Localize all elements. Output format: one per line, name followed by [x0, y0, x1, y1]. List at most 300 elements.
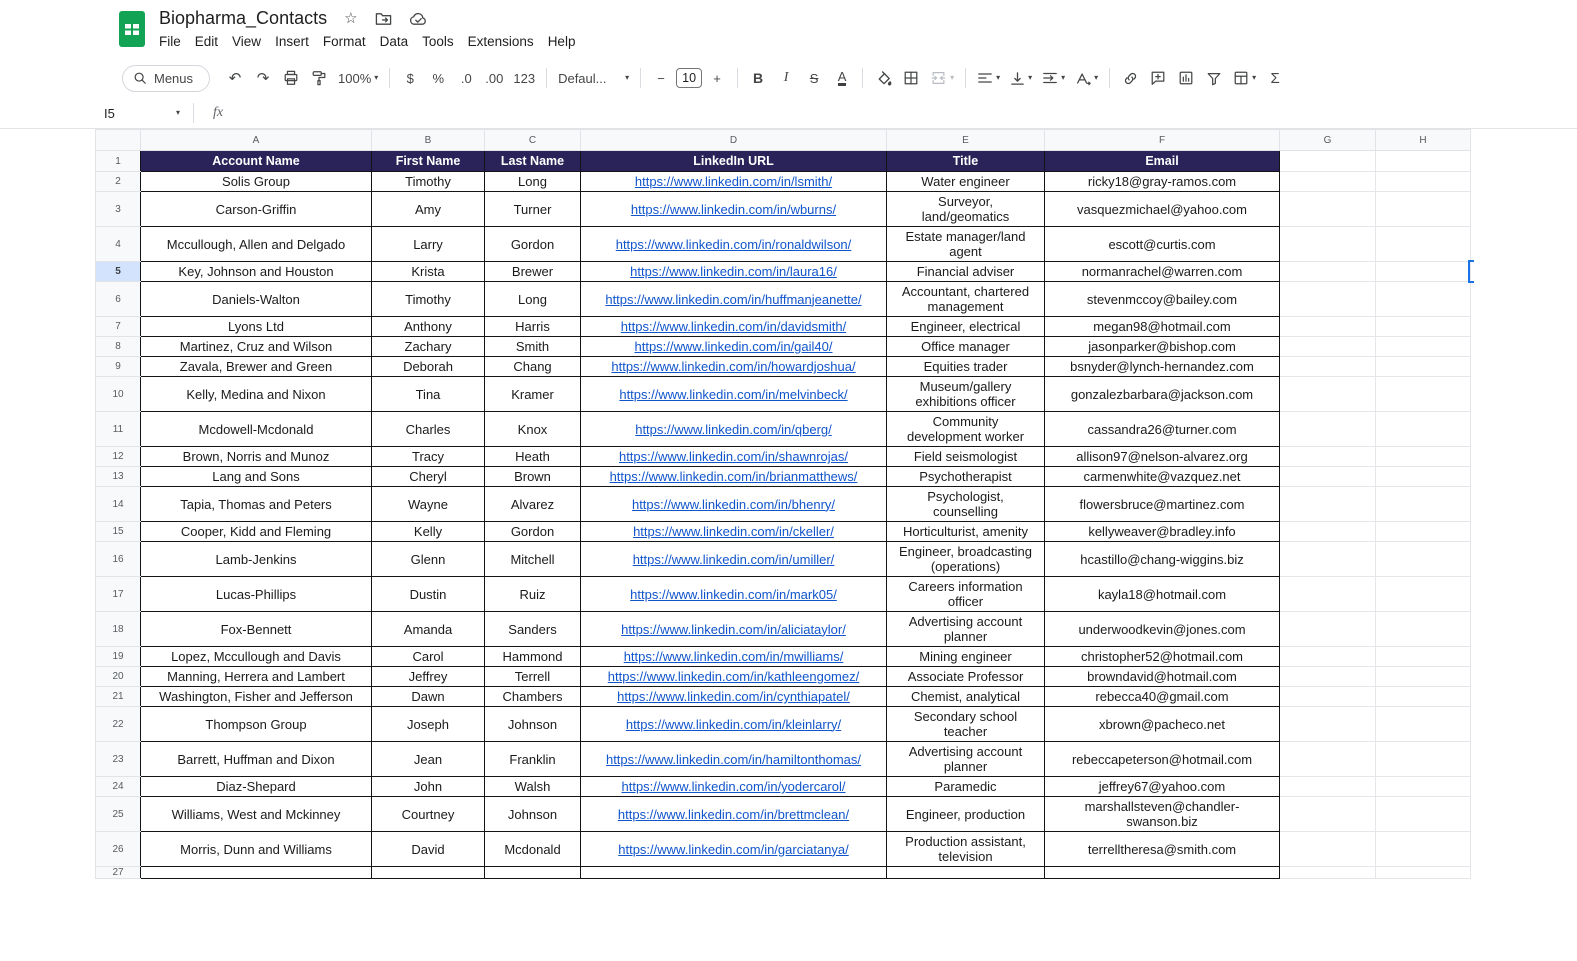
cell-A14[interactable]: Tapia, Thomas and Peters	[141, 487, 372, 522]
cell-D26[interactable]	[581, 832, 887, 867]
cell-F4[interactable]: escott@curtis.com	[1045, 227, 1280, 262]
text-rotation-button[interactable]	[1071, 65, 1102, 91]
cell-G23[interactable]	[1280, 742, 1376, 777]
zoom-select[interactable]	[334, 65, 382, 91]
cell-B18[interactable]: Amanda	[372, 612, 485, 647]
linkedin-link[interactable]: https://www.linkedin.com/in/gail40/	[634, 339, 833, 354]
cell-B10[interactable]: Tina	[372, 377, 485, 412]
column-header-F[interactable]: F	[1045, 130, 1280, 151]
cell-E2[interactable]: Water engineer	[887, 172, 1045, 192]
cell-H1[interactable]	[1376, 151, 1471, 172]
row-header-26[interactable]: 26	[96, 832, 141, 867]
cell-A12[interactable]: Brown, Norris and Munoz	[141, 447, 372, 467]
row-header-7[interactable]: 7	[96, 317, 141, 337]
fill-color-button[interactable]	[870, 65, 896, 91]
menu-extensions[interactable]: Extensions	[467, 34, 534, 49]
menu-data[interactable]: Data	[379, 34, 409, 49]
cell-G19[interactable]	[1280, 647, 1376, 667]
linkedin-link[interactable]: https://www.linkedin.com/in/mark05/	[630, 586, 837, 602]
decrease-decimal-button[interactable]: .0	[460, 70, 472, 86]
cell-C27[interactable]	[485, 867, 581, 879]
cell-H12[interactable]	[1376, 447, 1471, 467]
column-header-B[interactable]: B	[372, 130, 485, 151]
cell-H27[interactable]	[1376, 867, 1471, 879]
column-header-C[interactable]: C	[485, 130, 581, 151]
cell-E9[interactable]: Equities trader	[887, 357, 1045, 377]
cell-A2[interactable]: Solis Group	[141, 172, 372, 192]
cell-B12[interactable]: Tracy	[372, 447, 485, 467]
cell-H14[interactable]	[1376, 487, 1471, 522]
cell-H11[interactable]	[1376, 412, 1471, 447]
cell-E20[interactable]: Associate Professor	[887, 667, 1045, 687]
cell-D27[interactable]	[581, 867, 887, 879]
cell-G8[interactable]	[1280, 337, 1376, 357]
cell-G6[interactable]	[1280, 282, 1376, 317]
doc-title[interactable]: Biopharma_Contacts	[159, 8, 328, 28]
menus-button[interactable]	[122, 65, 210, 92]
cell-D14[interactable]	[581, 487, 887, 522]
cell-F17[interactable]: kayla18@hotmail.com	[1045, 577, 1280, 612]
cell-A20[interactable]: Manning, Herrera and Lambert	[141, 667, 372, 687]
cell-C4[interactable]: Gordon	[485, 227, 581, 262]
cell-E16[interactable]: Engineer, broadcasting (operations)	[887, 542, 1045, 577]
cell-F11[interactable]: cassandra26@turner.com	[1045, 412, 1280, 447]
row-header-19[interactable]: 19	[96, 647, 141, 667]
cell-A15[interactable]: Cooper, Kidd and Fleming	[141, 522, 372, 542]
linkedin-link[interactable]: https://www.linkedin.com/in/garciatanya/	[618, 841, 849, 857]
star-icon[interactable]: ☆	[344, 10, 358, 27]
cell-E25[interactable]: Engineer, production	[887, 797, 1045, 832]
cell-F22[interactable]: xbrown@pacheco.net	[1045, 707, 1280, 742]
cell-A13[interactable]: Lang and Sons	[141, 467, 372, 487]
cell-G2[interactable]	[1280, 172, 1376, 192]
cell-H23[interactable]	[1376, 742, 1471, 777]
cell-C22[interactable]: Johnson	[485, 707, 581, 742]
column-header-A[interactable]: A	[141, 130, 372, 151]
cell-H3[interactable]	[1376, 192, 1471, 227]
cell-H25[interactable]	[1376, 797, 1471, 832]
cell-A3[interactable]: Carson-Griffin	[141, 192, 372, 227]
format-percent-button[interactable]: %	[432, 70, 445, 86]
cell-F16[interactable]: hcastillo@chang-wiggins.biz	[1045, 542, 1280, 577]
cell-E4[interactable]: Estate manager/land agent	[887, 227, 1045, 262]
cell-B7[interactable]: Anthony	[372, 317, 485, 337]
cell-A23[interactable]: Barrett, Huffman and Dixon	[141, 742, 372, 777]
cell-F24[interactable]: jeffrey67@yahoo.com	[1045, 777, 1280, 797]
column-header-D[interactable]: D	[581, 130, 887, 151]
cell-D2[interactable]	[581, 172, 887, 192]
text-wrap-button[interactable]	[1038, 65, 1069, 91]
cell-B25[interactable]: Courtney	[372, 797, 485, 832]
cell-E23[interactable]: Advertising account planner	[887, 742, 1045, 777]
redo-button[interactable]	[250, 65, 276, 91]
cell-E22[interactable]: Secondary school teacher	[887, 707, 1045, 742]
cell-B15[interactable]: Kelly	[372, 522, 485, 542]
cell-G16[interactable]	[1280, 542, 1376, 577]
cell-A18[interactable]: Fox-Bennett	[141, 612, 372, 647]
menu-tools[interactable]: Tools	[422, 34, 454, 49]
cell-B13[interactable]: Cheryl	[372, 467, 485, 487]
menu-help[interactable]: Help	[547, 34, 576, 49]
header-cell-account-name[interactable]: Account Name	[141, 151, 372, 172]
row-header-17[interactable]: 17	[96, 577, 141, 612]
cell-C2[interactable]: Long	[485, 172, 581, 192]
cell-H16[interactable]	[1376, 542, 1471, 577]
cell-E19[interactable]: Mining engineer	[887, 647, 1045, 667]
cell-C17[interactable]: Ruiz	[485, 577, 581, 612]
more-formats-button[interactable]: 123	[513, 70, 536, 86]
linkedin-link[interactable]: https://www.linkedin.com/in/qberg/	[635, 421, 832, 437]
cell-H2[interactable]	[1376, 172, 1471, 192]
cell-F3[interactable]: vasquezmichael@yahoo.com	[1045, 192, 1280, 227]
formula-input[interactable]	[223, 98, 1577, 128]
linkedin-link[interactable]: https://www.linkedin.com/in/ronaldwilson/	[615, 236, 852, 252]
insert-link-button[interactable]	[1117, 65, 1143, 91]
cell-H26[interactable]	[1376, 832, 1471, 867]
paint-format-button[interactable]	[306, 65, 332, 91]
row-header-12[interactable]: 12	[96, 447, 141, 467]
cell-G3[interactable]	[1280, 192, 1376, 227]
cell-G7[interactable]	[1280, 317, 1376, 337]
cell-E10[interactable]: Museum/gallery exhibitions officer	[887, 377, 1045, 412]
column-header-E[interactable]: E	[887, 130, 1045, 151]
row-header-13[interactable]: 13	[96, 467, 141, 487]
cell-G9[interactable]	[1280, 357, 1376, 377]
linkedin-link[interactable]: https://www.linkedin.com/in/bhenry/	[631, 496, 836, 512]
cell-H18[interactable]	[1376, 612, 1471, 647]
cell-F8[interactable]: jasonparker@bishop.com	[1045, 337, 1280, 357]
cell-G12[interactable]	[1280, 447, 1376, 467]
row-header-25[interactable]: 25	[96, 797, 141, 832]
cell-A4[interactable]: Mccullough, Allen and Delgado	[141, 227, 372, 262]
cell-H8[interactable]	[1376, 337, 1471, 357]
cell-E14[interactable]: Psychologist, counselling	[887, 487, 1045, 522]
increase-font-size-button[interactable]: +	[713, 70, 721, 86]
cell-F21[interactable]: rebecca40@gmail.com	[1045, 687, 1280, 707]
bold-button[interactable]: B	[753, 70, 764, 86]
cell-A7[interactable]: Lyons Ltd	[141, 317, 372, 337]
row-header-18[interactable]: 18	[96, 612, 141, 647]
cell-E7[interactable]: Engineer, electrical	[887, 317, 1045, 337]
cell-B24[interactable]: John	[372, 777, 485, 797]
cell-G26[interactable]	[1280, 832, 1376, 867]
cell-E6[interactable]: Accountant, chartered management	[887, 282, 1045, 317]
cell-C14[interactable]: Alvarez	[485, 487, 581, 522]
cell-C7[interactable]: Harris	[485, 317, 581, 337]
linkedin-link[interactable]: https://www.linkedin.com/in/yodercarol/	[621, 779, 846, 794]
cell-G1[interactable]	[1280, 151, 1376, 172]
cell-F2[interactable]: ricky18@gray-ramos.com	[1045, 172, 1280, 192]
cell-H15[interactable]	[1376, 522, 1471, 542]
cell-E5[interactable]: Financial adviser	[887, 262, 1045, 282]
menu-format[interactable]: Format	[322, 34, 366, 49]
cell-H7[interactable]	[1376, 317, 1471, 337]
linkedin-link[interactable]: https://www.linkedin.com/in/mwilliams/	[623, 649, 844, 664]
cell-C6[interactable]: Long	[485, 282, 581, 317]
cell-D8[interactable]	[581, 337, 887, 357]
merge-cells-button[interactable]	[926, 65, 958, 91]
cell-D16[interactable]	[581, 542, 887, 577]
cell-A25[interactable]: Williams, West and Mckinney	[141, 797, 372, 832]
cell-F23[interactable]: rebeccapeterson@hotmail.com	[1045, 742, 1280, 777]
cell-G10[interactable]	[1280, 377, 1376, 412]
row-header-15[interactable]: 15	[96, 522, 141, 542]
cell-B17[interactable]: Dustin	[372, 577, 485, 612]
cell-C13[interactable]: Brown	[485, 467, 581, 487]
cell-F13[interactable]: carmenwhite@vazquez.net	[1045, 467, 1280, 487]
linkedin-link[interactable]: https://www.linkedin.com/in/davidsmith/	[620, 319, 847, 334]
cell-H21[interactable]	[1376, 687, 1471, 707]
cell-B11[interactable]: Charles	[372, 412, 485, 447]
cell-G17[interactable]	[1280, 577, 1376, 612]
row-header-11[interactable]: 11	[96, 412, 141, 447]
row-header-8[interactable]: 8	[96, 337, 141, 357]
decrease-font-size-button[interactable]: −	[657, 70, 665, 86]
cell-G13[interactable]	[1280, 467, 1376, 487]
cell-C21[interactable]: Chambers	[485, 687, 581, 707]
cell-B26[interactable]: David	[372, 832, 485, 867]
cell-E21[interactable]: Chemist, analytical	[887, 687, 1045, 707]
linkedin-link[interactable]: https://www.linkedin.com/in/aliciataylor/	[621, 621, 846, 637]
cell-C5[interactable]: Brewer	[485, 262, 581, 282]
cell-F9[interactable]: bsnyder@lynch-hernandez.com	[1045, 357, 1280, 377]
cell-G24[interactable]	[1280, 777, 1376, 797]
cell-A10[interactable]: Kelly, Medina and Nixon	[141, 377, 372, 412]
row-header-21[interactable]: 21	[96, 687, 141, 707]
row-header-16[interactable]: 16	[96, 542, 141, 577]
cell-F6[interactable]: stevenmccoy@bailey.com	[1045, 282, 1280, 317]
cell-F10[interactable]: gonzalezbarbara@jackson.com	[1045, 377, 1280, 412]
linkedin-link[interactable]: https://www.linkedin.com/in/brianmatthews/	[609, 469, 858, 484]
cell-D25[interactable]	[581, 797, 887, 832]
italic-button[interactable]: I	[783, 70, 789, 85]
cell-B8[interactable]: Zachary	[372, 337, 485, 357]
cell-G22[interactable]	[1280, 707, 1376, 742]
cell-D13[interactable]	[581, 467, 887, 487]
row-header-4[interactable]: 4	[96, 227, 141, 262]
row-header-14[interactable]: 14	[96, 487, 141, 522]
linkedin-link[interactable]: https://www.linkedin.com/in/umiller/	[632, 551, 835, 567]
create-filter-button[interactable]	[1201, 65, 1227, 91]
cell-C18[interactable]: Sanders	[485, 612, 581, 647]
cell-D10[interactable]	[581, 377, 887, 412]
cell-G25[interactable]	[1280, 797, 1376, 832]
cell-C11[interactable]: Knox	[485, 412, 581, 447]
cell-D21[interactable]	[581, 687, 887, 707]
linkedin-link[interactable]: https://www.linkedin.com/in/shawnrojas/	[618, 449, 849, 464]
cell-D23[interactable]	[581, 742, 887, 777]
row-header-6[interactable]: 6	[96, 282, 141, 317]
linkedin-link[interactable]: https://www.linkedin.com/in/cynthiapatel/	[617, 689, 850, 704]
cell-E8[interactable]: Office manager	[887, 337, 1045, 357]
linkedin-link[interactable]: https://www.linkedin.com/in/ckeller/	[633, 524, 834, 539]
cell-C12[interactable]: Heath	[485, 447, 581, 467]
cell-H10[interactable]	[1376, 377, 1471, 412]
cell-A16[interactable]: Lamb-Jenkins	[141, 542, 372, 577]
cell-A21[interactable]: Washington, Fisher and Jefferson	[141, 687, 372, 707]
cell-D3[interactable]	[581, 192, 887, 227]
linkedin-link[interactable]: https://www.linkedin.com/in/brettmclean/	[617, 806, 850, 822]
undo-button[interactable]	[222, 65, 248, 91]
row-header-10[interactable]: 10	[96, 377, 141, 412]
header-cell-last-name[interactable]: Last Name	[485, 151, 581, 172]
cell-B22[interactable]: Joseph	[372, 707, 485, 742]
row-header-1[interactable]: 1	[96, 151, 141, 172]
cell-B21[interactable]: Dawn	[372, 687, 485, 707]
row-header-23[interactable]: 23	[96, 742, 141, 777]
cell-C23[interactable]: Franklin	[485, 742, 581, 777]
cell-E24[interactable]: Paramedic	[887, 777, 1045, 797]
row-header-27[interactable]: 27	[96, 867, 141, 879]
cell-G18[interactable]	[1280, 612, 1376, 647]
header-cell-title[interactable]: Title	[887, 151, 1045, 172]
cell-B19[interactable]: Carol	[372, 647, 485, 667]
row-header-2[interactable]: 2	[96, 172, 141, 192]
row-header-3[interactable]: 3	[96, 192, 141, 227]
cell-B6[interactable]: Timothy	[372, 282, 485, 317]
cell-G15[interactable]	[1280, 522, 1376, 542]
header-cell-email[interactable]: Email	[1045, 151, 1280, 172]
cell-F5[interactable]: normanrachel@warren.com	[1045, 262, 1280, 282]
cell-F27[interactable]	[1045, 867, 1280, 879]
cell-H6[interactable]	[1376, 282, 1471, 317]
move-folder-icon[interactable]	[375, 11, 392, 26]
cell-C25[interactable]: Johnson	[485, 797, 581, 832]
cell-H5[interactable]	[1376, 262, 1471, 282]
cell-D5[interactable]	[581, 262, 887, 282]
cell-G21[interactable]	[1280, 687, 1376, 707]
cell-E13[interactable]: Psychotherapist	[887, 467, 1045, 487]
cell-C16[interactable]: Mitchell	[485, 542, 581, 577]
cell-B5[interactable]: Krista	[372, 262, 485, 282]
functions-button[interactable]: Σ	[1270, 69, 1280, 87]
text-color-button[interactable]	[829, 65, 855, 91]
insert-chart-button[interactable]	[1173, 65, 1199, 91]
borders-button[interactable]	[898, 65, 924, 91]
column-header-H[interactable]: H	[1376, 130, 1471, 151]
cell-G14[interactable]	[1280, 487, 1376, 522]
header-cell-first-name[interactable]: First Name	[372, 151, 485, 172]
cell-H24[interactable]	[1376, 777, 1471, 797]
linkedin-link[interactable]: https://www.linkedin.com/in/huffmanjeanette/	[605, 291, 862, 307]
cell-C20[interactable]: Terrell	[485, 667, 581, 687]
cell-E11[interactable]: Community development worker	[887, 412, 1045, 447]
horizontal-align-button[interactable]	[973, 65, 1004, 91]
cell-F25[interactable]: marshallsteven@chandler-swanson.biz	[1045, 797, 1280, 832]
font-select[interactable]	[554, 65, 633, 91]
row-header-5[interactable]: 5	[96, 262, 141, 282]
increase-decimal-button[interactable]: .00	[485, 70, 504, 86]
linkedin-link[interactable]: https://www.linkedin.com/in/lsmith/	[634, 174, 833, 189]
format-currency-button[interactable]: $	[406, 70, 414, 86]
menu-view[interactable]: View	[232, 34, 262, 49]
row-header-20[interactable]: 20	[96, 667, 141, 687]
cell-D9[interactable]	[581, 357, 887, 377]
menu-insert[interactable]: Insert	[275, 34, 309, 49]
cell-C8[interactable]: Smith	[485, 337, 581, 357]
cell-E12[interactable]: Field seismologist	[887, 447, 1045, 467]
cell-H17[interactable]	[1376, 577, 1471, 612]
cell-B4[interactable]: Larry	[372, 227, 485, 262]
cell-F19[interactable]: christopher52@hotmail.com	[1045, 647, 1280, 667]
cell-G20[interactable]	[1280, 667, 1376, 687]
cell-A17[interactable]: Lucas-Phillips	[141, 577, 372, 612]
cell-B16[interactable]: Glenn	[372, 542, 485, 577]
cell-A26[interactable]: Morris, Dunn and Williams	[141, 832, 372, 867]
linkedin-link[interactable]: https://www.linkedin.com/in/howardjoshua/	[611, 359, 856, 374]
cell-D20[interactable]	[581, 667, 887, 687]
linkedin-link[interactable]: https://www.linkedin.com/in/hamiltonthomas/	[605, 751, 862, 767]
font-size-input[interactable]: 10	[676, 68, 702, 88]
cell-C15[interactable]: Gordon	[485, 522, 581, 542]
cloud-status-icon[interactable]	[409, 12, 428, 26]
vertical-align-button[interactable]	[1006, 65, 1036, 91]
linkedin-link[interactable]: https://www.linkedin.com/in/laura16/	[630, 264, 837, 279]
cell-A9[interactable]: Zavala, Brewer and Green	[141, 357, 372, 377]
linkedin-link[interactable]: https://www.linkedin.com/in/kleinlarry/	[625, 716, 842, 732]
cell-H20[interactable]	[1376, 667, 1471, 687]
cell-A8[interactable]: Martinez, Cruz and Wilson	[141, 337, 372, 357]
cell-E18[interactable]: Advertising account planner	[887, 612, 1045, 647]
name-box[interactable]	[100, 104, 188, 123]
cell-B20[interactable]: Jeffrey	[372, 667, 485, 687]
cell-E26[interactable]: Production assistant, television	[887, 832, 1045, 867]
cell-D19[interactable]	[581, 647, 887, 667]
cell-B9[interactable]: Deborah	[372, 357, 485, 377]
cell-B2[interactable]: Timothy	[372, 172, 485, 192]
cell-A24[interactable]: Diaz-Shepard	[141, 777, 372, 797]
cell-D11[interactable]	[581, 412, 887, 447]
cell-C24[interactable]: Walsh	[485, 777, 581, 797]
cell-E3[interactable]: Surveyor, land/geomatics	[887, 192, 1045, 227]
cell-C26[interactable]: Mcdonald	[485, 832, 581, 867]
cell-E17[interactable]: Careers information officer	[887, 577, 1045, 612]
cell-D6[interactable]	[581, 282, 887, 317]
cell-G5[interactable]	[1280, 262, 1376, 282]
cell-B27[interactable]	[372, 867, 485, 879]
menu-edit[interactable]: Edit	[194, 34, 219, 49]
cell-A22[interactable]: Thompson Group	[141, 707, 372, 742]
menu-file[interactable]: File	[159, 34, 181, 49]
cell-F14[interactable]: flowersbruce@martinez.com	[1045, 487, 1280, 522]
cell-E15[interactable]: Horticulturist, amenity	[887, 522, 1045, 542]
column-header-G[interactable]: G	[1280, 130, 1376, 151]
cell-B3[interactable]: Amy	[372, 192, 485, 227]
cell-H22[interactable]	[1376, 707, 1471, 742]
insert-comment-button[interactable]	[1145, 65, 1171, 91]
cell-G11[interactable]	[1280, 412, 1376, 447]
cell-C10[interactable]: Kramer	[485, 377, 581, 412]
cell-D12[interactable]	[581, 447, 887, 467]
select-all-corner[interactable]	[96, 130, 141, 151]
cell-A27[interactable]	[141, 867, 372, 879]
cell-D4[interactable]	[581, 227, 887, 262]
cell-F18[interactable]: underwoodkevin@jones.com	[1045, 612, 1280, 647]
print-button[interactable]	[278, 65, 304, 91]
sheets-logo-icon[interactable]	[118, 10, 146, 48]
linkedin-link[interactable]: https://www.linkedin.com/in/melvinbeck/	[619, 386, 848, 402]
cell-A19[interactable]: Lopez, Mccullough and Davis	[141, 647, 372, 667]
cell-H9[interactable]	[1376, 357, 1471, 377]
cell-F12[interactable]: allison97@nelson-alvarez.org	[1045, 447, 1280, 467]
cell-D18[interactable]	[581, 612, 887, 647]
cell-E27[interactable]	[887, 867, 1045, 879]
cell-A5[interactable]: Key, Johnson and Houston	[141, 262, 372, 282]
cell-B14[interactable]: Wayne	[372, 487, 485, 522]
table-button[interactable]	[1229, 65, 1260, 91]
cell-F26[interactable]: terrelltheresa@smith.com	[1045, 832, 1280, 867]
cell-D15[interactable]	[581, 522, 887, 542]
